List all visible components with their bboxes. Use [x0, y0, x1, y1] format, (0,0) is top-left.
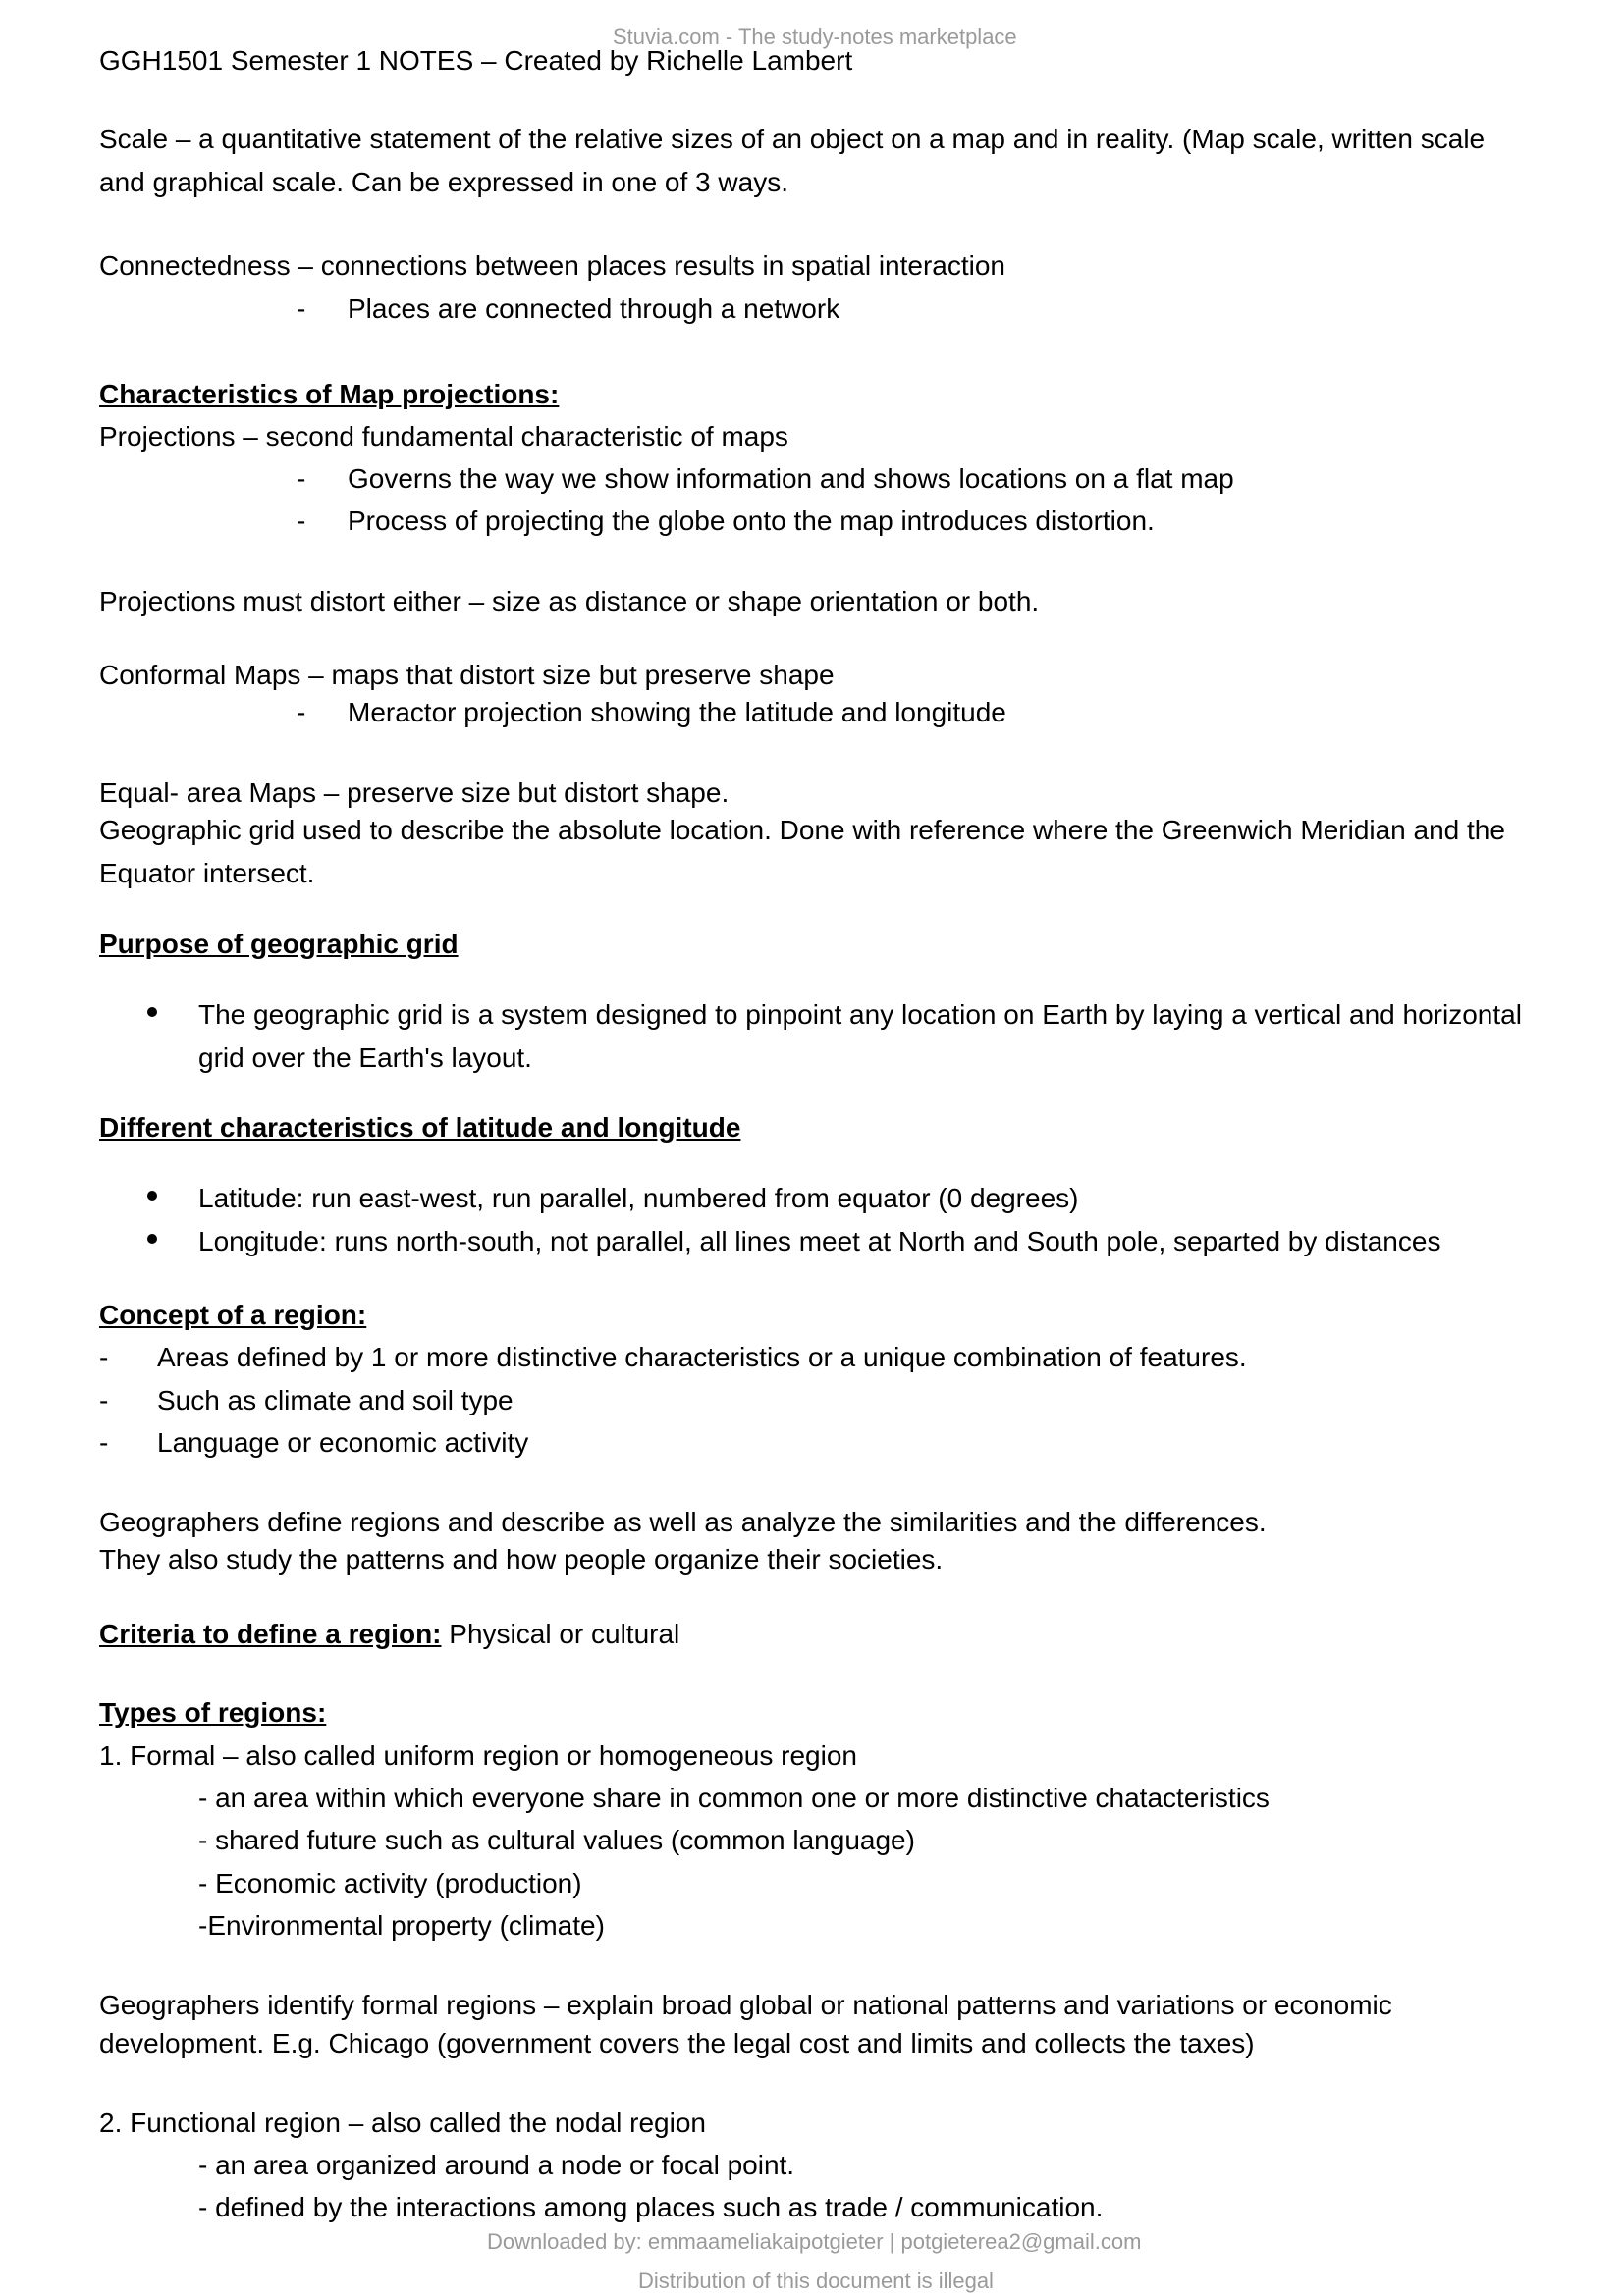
- dash-marker: -: [297, 697, 306, 727]
- functional-item-2: - defined by the interactions among places such as trade / communication.: [198, 2192, 1104, 2222]
- functional-item-1: - an area organized around a node or focal point.: [198, 2150, 795, 2180]
- connectedness-sub: Places are connected through a network: [348, 294, 840, 324]
- formal-geographers-line-1: Geographers identify formal regions – explain broad global or national patterns and variations or economic: [99, 1990, 1392, 2020]
- projections-line: Projections – second fundamental characteristic of maps: [99, 421, 788, 452]
- dash-marker: -: [297, 294, 306, 324]
- purpose-line-1: The geographic grid is a system designed to pinpoint any location on Earth by laying a vertical and horizontal: [198, 999, 1522, 1030]
- equal-area-line: Equal- area Maps – preserve size but distort shape.: [99, 777, 730, 808]
- formal-geographers-line-2: development. E.g. Chicago (government covers the legal cost and limits and collects the taxes): [99, 2028, 1255, 2058]
- geographers-line-2: They also study the patterns and how people organize their societies.: [99, 1544, 944, 1575]
- watermark-top: Stuvia.com - The study-notes marketplace: [613, 25, 1017, 49]
- formal-item-2: - shared future such as cultural values (common language): [198, 1825, 915, 1855]
- bullet-icon: [147, 1234, 157, 1244]
- formal-line: 1. Formal – also called uniform region or homogeneous region: [99, 1740, 857, 1771]
- formal-item-4: -Environmental property (climate): [198, 1910, 605, 1941]
- region-item-3: Language or economic activity: [157, 1427, 529, 1458]
- dash-marker: -: [99, 1385, 109, 1415]
- heading-region: Concept of a region:: [99, 1300, 367, 1330]
- watermark-downloaded: Downloaded by: emmaameliakaipotgieter | potgieterea2@gmail.com: [487, 2229, 1142, 2254]
- purpose-line-2: grid over the Earth's layout.: [198, 1042, 532, 1073]
- geographers-line-1: Geographers define regions and describe as well as analyze the similarities and the differences.: [99, 1507, 1267, 1537]
- conformal-line: Conformal Maps – maps that distort size but preserve shape: [99, 660, 835, 690]
- dash-marker: -: [99, 1342, 109, 1372]
- dash-marker: -: [297, 506, 306, 536]
- longitude-line: Longitude: runs north-south, not parallel, all lines meet at North and South pole, separted by distances: [198, 1226, 1441, 1256]
- bullet-icon: [147, 1007, 157, 1017]
- formal-item-3: - Economic activity (production): [198, 1868, 582, 1898]
- heading-lat-long: Different characteristics of latitude and longitude: [99, 1112, 741, 1143]
- heading-types-regions: Types of regions:: [99, 1697, 327, 1728]
- scale-line-1: Scale – a quantitative statement of the relative sizes of an object on a map and in reality. (Map scale, written scale: [99, 124, 1486, 154]
- bullet-icon: [147, 1191, 157, 1201]
- grid-line-1: Geographic grid used to describe the absolute location. Done with reference where the Greenwich Meridian and the: [99, 815, 1505, 845]
- region-item-1: Areas defined by 1 or more distinctive characteristics or a unique combination of features.: [157, 1342, 1247, 1372]
- connectedness-line: Connectedness – connections between places results in spatial interaction: [99, 250, 1006, 281]
- projections-sub-2: Process of projecting the globe onto the map introduces distortion.: [348, 506, 1155, 536]
- document-title: GGH1501 Semester 1 NOTES – Created by Richelle Lambert: [99, 45, 853, 76]
- dash-marker: -: [297, 463, 306, 494]
- projections-distort-line: Projections must distort either – size as distance or shape orientation or both.: [99, 586, 1040, 616]
- projections-sub-1: Governs the way we show information and shows locations on a flat map: [348, 463, 1234, 494]
- latitude-line: Latitude: run east-west, run parallel, numbered from equator (0 degrees): [198, 1183, 1079, 1213]
- watermark-illegal: Distribution of this document is illegal: [638, 2269, 994, 2293]
- formal-item-1: - an area within which everyone share in common one or more distinctive chatacteristics: [198, 1783, 1270, 1813]
- heading-purpose-grid: Purpose of geographic grid: [99, 929, 459, 959]
- dash-marker: -: [99, 1427, 109, 1458]
- functional-line: 2. Functional region – also called the nodal region: [99, 2108, 706, 2138]
- criteria-line: [99, 1617, 679, 1652]
- heading-criteria: Criteria to define a region:: [99, 1619, 442, 1649]
- heading-map-projections: Characteristics of Map projections:: [99, 379, 560, 409]
- region-item-2: Such as climate and soil type: [157, 1385, 514, 1415]
- grid-line-2: Equator intersect.: [99, 858, 315, 888]
- criteria-value: Physical or cultural: [441, 1619, 680, 1649]
- conformal-sub: Meractor projection showing the latitude and longitude: [348, 697, 1006, 727]
- scale-line-2: and graphical scale. Can be expressed in one of 3 ways.: [99, 167, 788, 197]
